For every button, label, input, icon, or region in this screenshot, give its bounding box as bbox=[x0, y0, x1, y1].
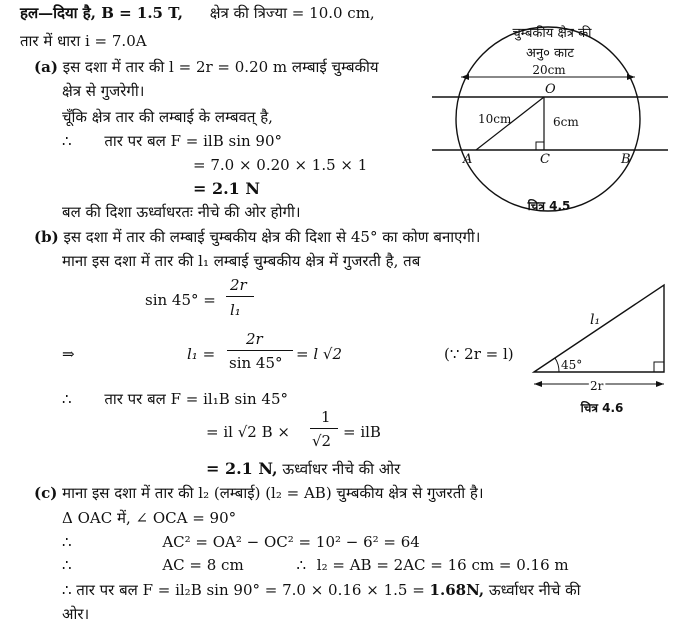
figure-4-5-caption: चित्र 4.5 bbox=[527, 199, 571, 213]
frac-num-3: 1 bbox=[321, 408, 331, 426]
triangle bbox=[534, 285, 664, 372]
angle-label: 45° bbox=[561, 358, 583, 372]
frac-den-1: l₁ bbox=[230, 301, 241, 319]
ac-eq: AC = 8 cm bbox=[162, 556, 244, 574]
ac-square-eq: AC² = OA² − OC² = 10² − 6² = 64 bbox=[162, 533, 420, 551]
force-eq-b: तार पर बल F = il₁B sin 45° bbox=[104, 390, 289, 408]
figure-4-6-caption: चित्र 4.6 bbox=[580, 401, 624, 415]
fig1-label-1: चुम्बकीय क्षेत्र की bbox=[512, 26, 592, 41]
line-b-6: = il √2 B × bbox=[206, 423, 290, 441]
result-l1: = l √2 bbox=[296, 345, 343, 363]
line-a-5: = 7.0 × 0.20 × 1.5 × 1 bbox=[193, 156, 368, 174]
therefore-symbol-2: ∴ bbox=[62, 390, 72, 408]
radius-text: क्षेत्र की त्रिज्या = 10.0 cm, bbox=[209, 4, 375, 22]
line-c-2: Δ OAC में, ∠ OCA = 90° bbox=[62, 509, 237, 527]
frac-num-1: 2r bbox=[230, 276, 247, 294]
part-a-label: (a) bbox=[34, 58, 58, 76]
fig1-width-label: 20cm bbox=[532, 63, 566, 77]
line-a-7: बल की दिशा ऊर्ध्वाधरतः नीचे की ओर होगी। bbox=[62, 203, 301, 221]
therefore-symbol: ∴ bbox=[62, 132, 72, 150]
therefore-symbol-3: ∴ bbox=[62, 533, 72, 551]
base-label: 2r bbox=[590, 379, 604, 393]
right-angle-marker-c bbox=[536, 142, 544, 150]
line-b-3: sin 45° = bbox=[145, 291, 216, 309]
result-ilb: = ilB bbox=[343, 423, 381, 441]
part-b-label: (b) bbox=[34, 228, 59, 246]
point-a: A bbox=[463, 152, 473, 167]
force-result-c: 1.68N, bbox=[429, 581, 485, 599]
line-a-2: क्षेत्र से गुजरेगी। bbox=[62, 82, 145, 100]
base-arrow-left bbox=[534, 381, 542, 387]
direction-b: ऊर्ध्वाधर नीचे की ओर bbox=[282, 460, 401, 478]
frac-num-2: 2r bbox=[246, 330, 263, 348]
force-eq-c: ∴ तार पर बल F = il₂B sin 90° = 7.0 × 0.16 × 1.5 = bbox=[62, 581, 425, 599]
line-c-6: ओर। bbox=[62, 605, 90, 623]
force-eq-a: तार पर बल F = ilB sin 90° bbox=[104, 132, 283, 150]
therefore-symbol-4: ∴ bbox=[62, 556, 72, 574]
right-angle-marker-tri bbox=[654, 362, 664, 372]
point-c: C bbox=[540, 152, 550, 167]
frac-den-3: √2 bbox=[312, 432, 332, 450]
height-label: 6cm bbox=[553, 115, 579, 129]
point-b: B bbox=[621, 152, 631, 167]
frac-den-2: sin 45° bbox=[229, 354, 283, 372]
line-a-3: चूँकि क्षेत्र तार की लम्बाई के लम्बवत् है, bbox=[62, 108, 273, 126]
given-text: हल—दिया है, B = 1.5 T, bbox=[20, 4, 183, 22]
direction-c: ऊर्ध्वाधर नीचे की bbox=[488, 581, 581, 599]
part-b-text: इस दशा में तार की लम्बाई चुम्बकीय क्षेत्र की दिशा से 45° का कोण बनाएगी। bbox=[63, 228, 481, 246]
line-current: तार में धारा i = 7.0A bbox=[20, 32, 147, 50]
part-c-label: (c) bbox=[34, 484, 58, 502]
hypotenuse-label: l₁ bbox=[590, 312, 601, 328]
line-b-2: माना इस दशा में तार की l₁ लम्बाई चुम्बकीय क्षेत्र में गुजरती है, तब bbox=[62, 252, 421, 270]
implies-symbol: ⇒ bbox=[62, 345, 75, 363]
base-arrow-right bbox=[656, 381, 664, 387]
angle-arc bbox=[555, 358, 559, 372]
part-c-text: माना इस दशा में तार की l₂ (लम्बाई) (l₂ = AB) चुम्बकीय क्षेत्र से गुजरती है। bbox=[62, 484, 484, 502]
radius-label: 10cm bbox=[478, 112, 512, 126]
point-o: O bbox=[545, 82, 556, 97]
fig1-label-2: अनु० काट bbox=[526, 46, 574, 61]
line-a-6: = 2.1 N bbox=[193, 179, 261, 198]
l2-eq: l₂ = AB = 2AC = 16 cm = 0.16 m bbox=[316, 556, 569, 574]
therefore-symbol-5: ∴ bbox=[296, 556, 307, 574]
part-a-text: इस दशा में तार की l = 2r = 0.20 m लम्बाई चुम्बकीय bbox=[62, 58, 379, 76]
line-b-4: l₁ = bbox=[187, 345, 216, 363]
because-note: (∵ 2r = l) bbox=[444, 345, 514, 363]
force-result-b: = 2.1 N, bbox=[206, 459, 278, 478]
